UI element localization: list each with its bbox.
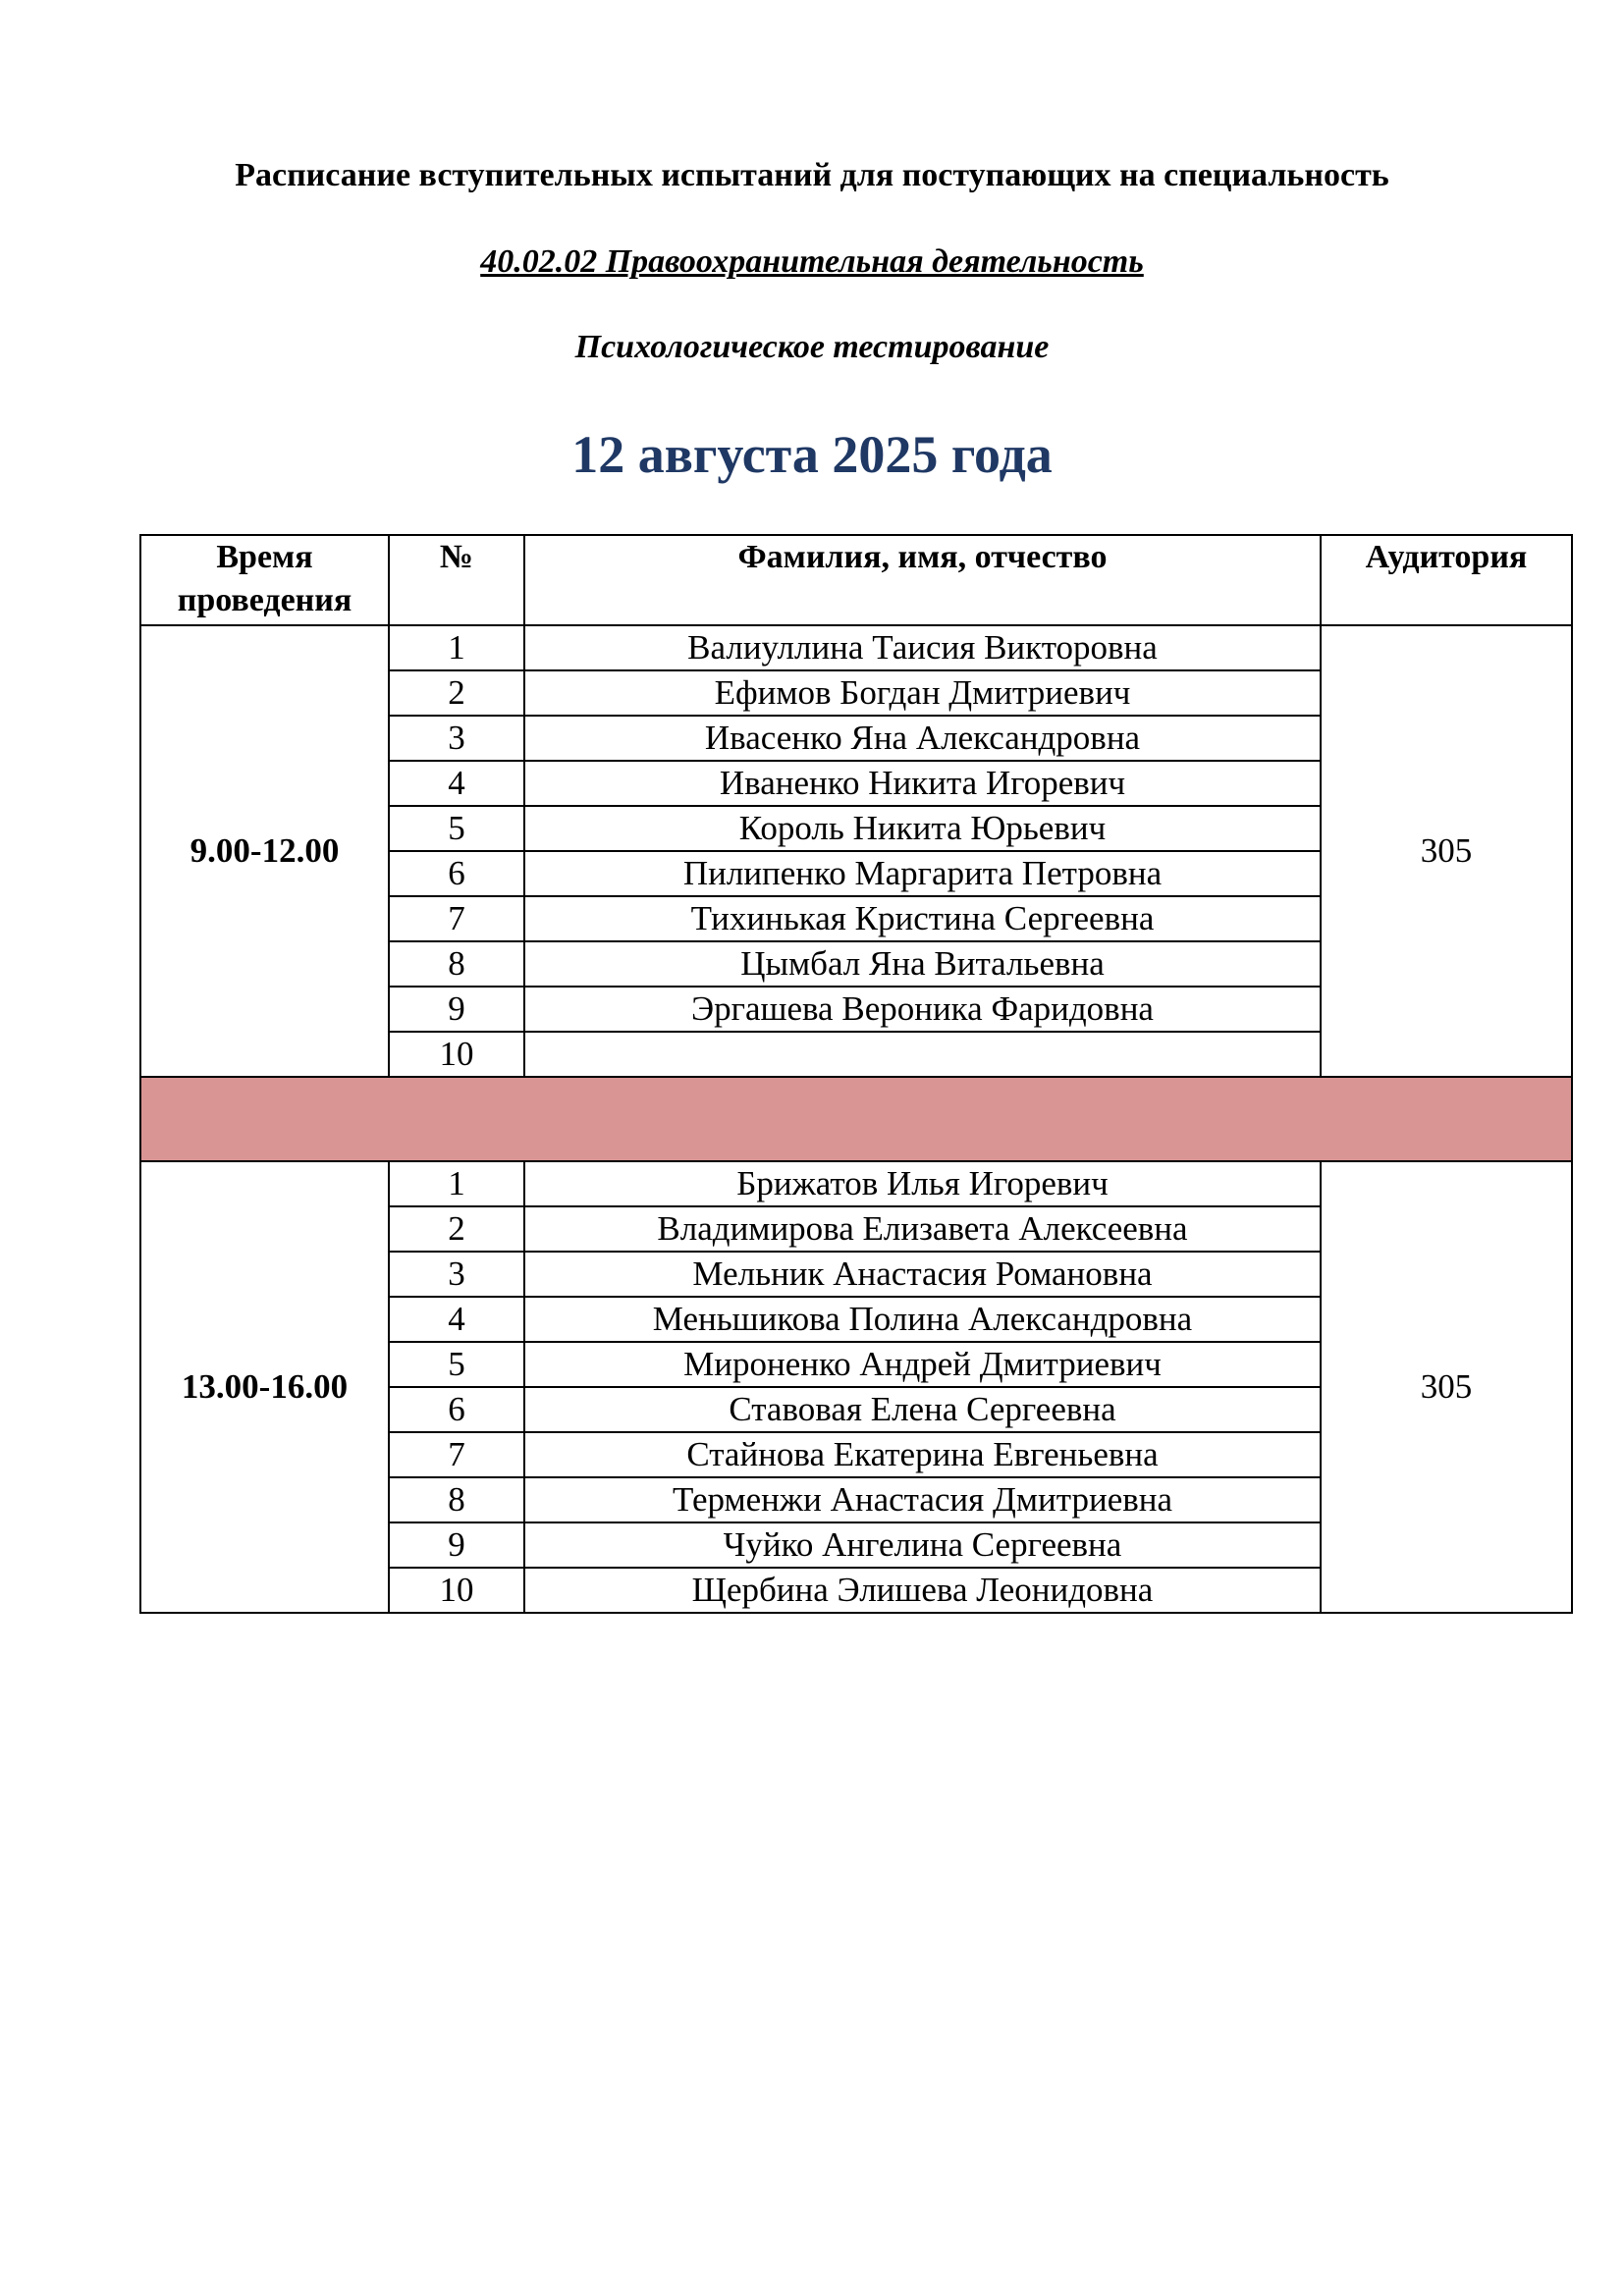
row-number: 2 (389, 670, 524, 716)
applicant-name: Мироненко Андрей Дмитриевич (524, 1342, 1321, 1387)
applicant-name: Эргашева Вероника Фаридовна (524, 987, 1321, 1032)
applicant-name (524, 1032, 1321, 1077)
applicant-name: Тихинькая Кристина Сергеевна (524, 896, 1321, 941)
session-room: 305 (1321, 625, 1572, 1077)
exam-date: 12 августа 2025 года (571, 425, 1053, 484)
row-number: 1 (389, 1161, 524, 1206)
table-row (140, 1161, 1572, 1206)
applicant-name: Меньшикова Полина Александровна (524, 1297, 1321, 1342)
applicant-name: Чуйко Ангелина Сергеевна (524, 1522, 1321, 1568)
applicant-name: Стайнова Екатерина Евгеньевна (524, 1432, 1321, 1477)
column-header-number: № (389, 535, 524, 625)
column-header-name: Фамилия, имя, отчество (524, 535, 1321, 625)
applicant-name: Ивасенко Яна Александровна (524, 716, 1321, 761)
applicant-name: Пилипенко Маргарита Петровна (524, 851, 1321, 896)
applicant-name: Терменжи Анастасия Дмитриевна (524, 1477, 1321, 1522)
applicant-name: Мельник Анастасия Романовна (524, 1252, 1321, 1297)
row-number: 4 (389, 761, 524, 806)
applicant-name: Цымбал Яна Витальевна (524, 941, 1321, 987)
applicant-name: Король Никита Юрьевич (524, 806, 1321, 851)
specialty-title: 40.02.02 Правоохранительная деятельность (480, 243, 1144, 280)
row-number: 6 (389, 851, 524, 896)
table-row (140, 625, 1572, 670)
row-number: 9 (389, 987, 524, 1032)
session-time: 13.00-16.00 (140, 1161, 389, 1613)
row-number: 3 (389, 716, 524, 761)
row-number: 10 (389, 1032, 524, 1077)
schedule-body (140, 625, 1572, 1613)
session-time: 9.00-12.00 (140, 625, 389, 1077)
column-header-room: Аудитория (1321, 535, 1572, 625)
row-number: 9 (389, 1522, 524, 1568)
applicant-name: Брижатов Илья Игоревич (524, 1161, 1321, 1206)
applicant-name: Ефимов Богдан Дмитриевич (524, 670, 1321, 716)
applicant-name: Валиуллина Таисия Викторовна (524, 625, 1321, 670)
row-number: 5 (389, 1342, 524, 1387)
table-header-row (140, 535, 1572, 625)
row-number: 2 (389, 1206, 524, 1252)
break-row (140, 1077, 1572, 1161)
row-number: 5 (389, 806, 524, 851)
row-number: 3 (389, 1252, 524, 1297)
row-number: 7 (389, 1432, 524, 1477)
column-header-time: Время проведения (140, 535, 389, 625)
schedule-table (139, 534, 1573, 1614)
row-number: 7 (389, 896, 524, 941)
applicant-name: Ставовая Елена Сергеевна (524, 1387, 1321, 1432)
row-number: 8 (389, 941, 524, 987)
applicant-name: Иваненко Никита Игоревич (524, 761, 1321, 806)
row-number: 10 (389, 1568, 524, 1613)
applicant-name: Владимирова Елизавета Алексеевна (524, 1206, 1321, 1252)
applicant-name: Щербина Элишева Леонидовна (524, 1568, 1321, 1613)
test-name: Психологическое тестирование (574, 329, 1050, 365)
break-cell (140, 1077, 1572, 1161)
row-number: 4 (389, 1297, 524, 1342)
row-number: 8 (389, 1477, 524, 1522)
row-number: 6 (389, 1387, 524, 1432)
row-number: 1 (389, 625, 524, 670)
session-room: 305 (1321, 1161, 1572, 1613)
document-title: Расписание вступительных испытаний для поступающих на специальность (235, 157, 1389, 193)
